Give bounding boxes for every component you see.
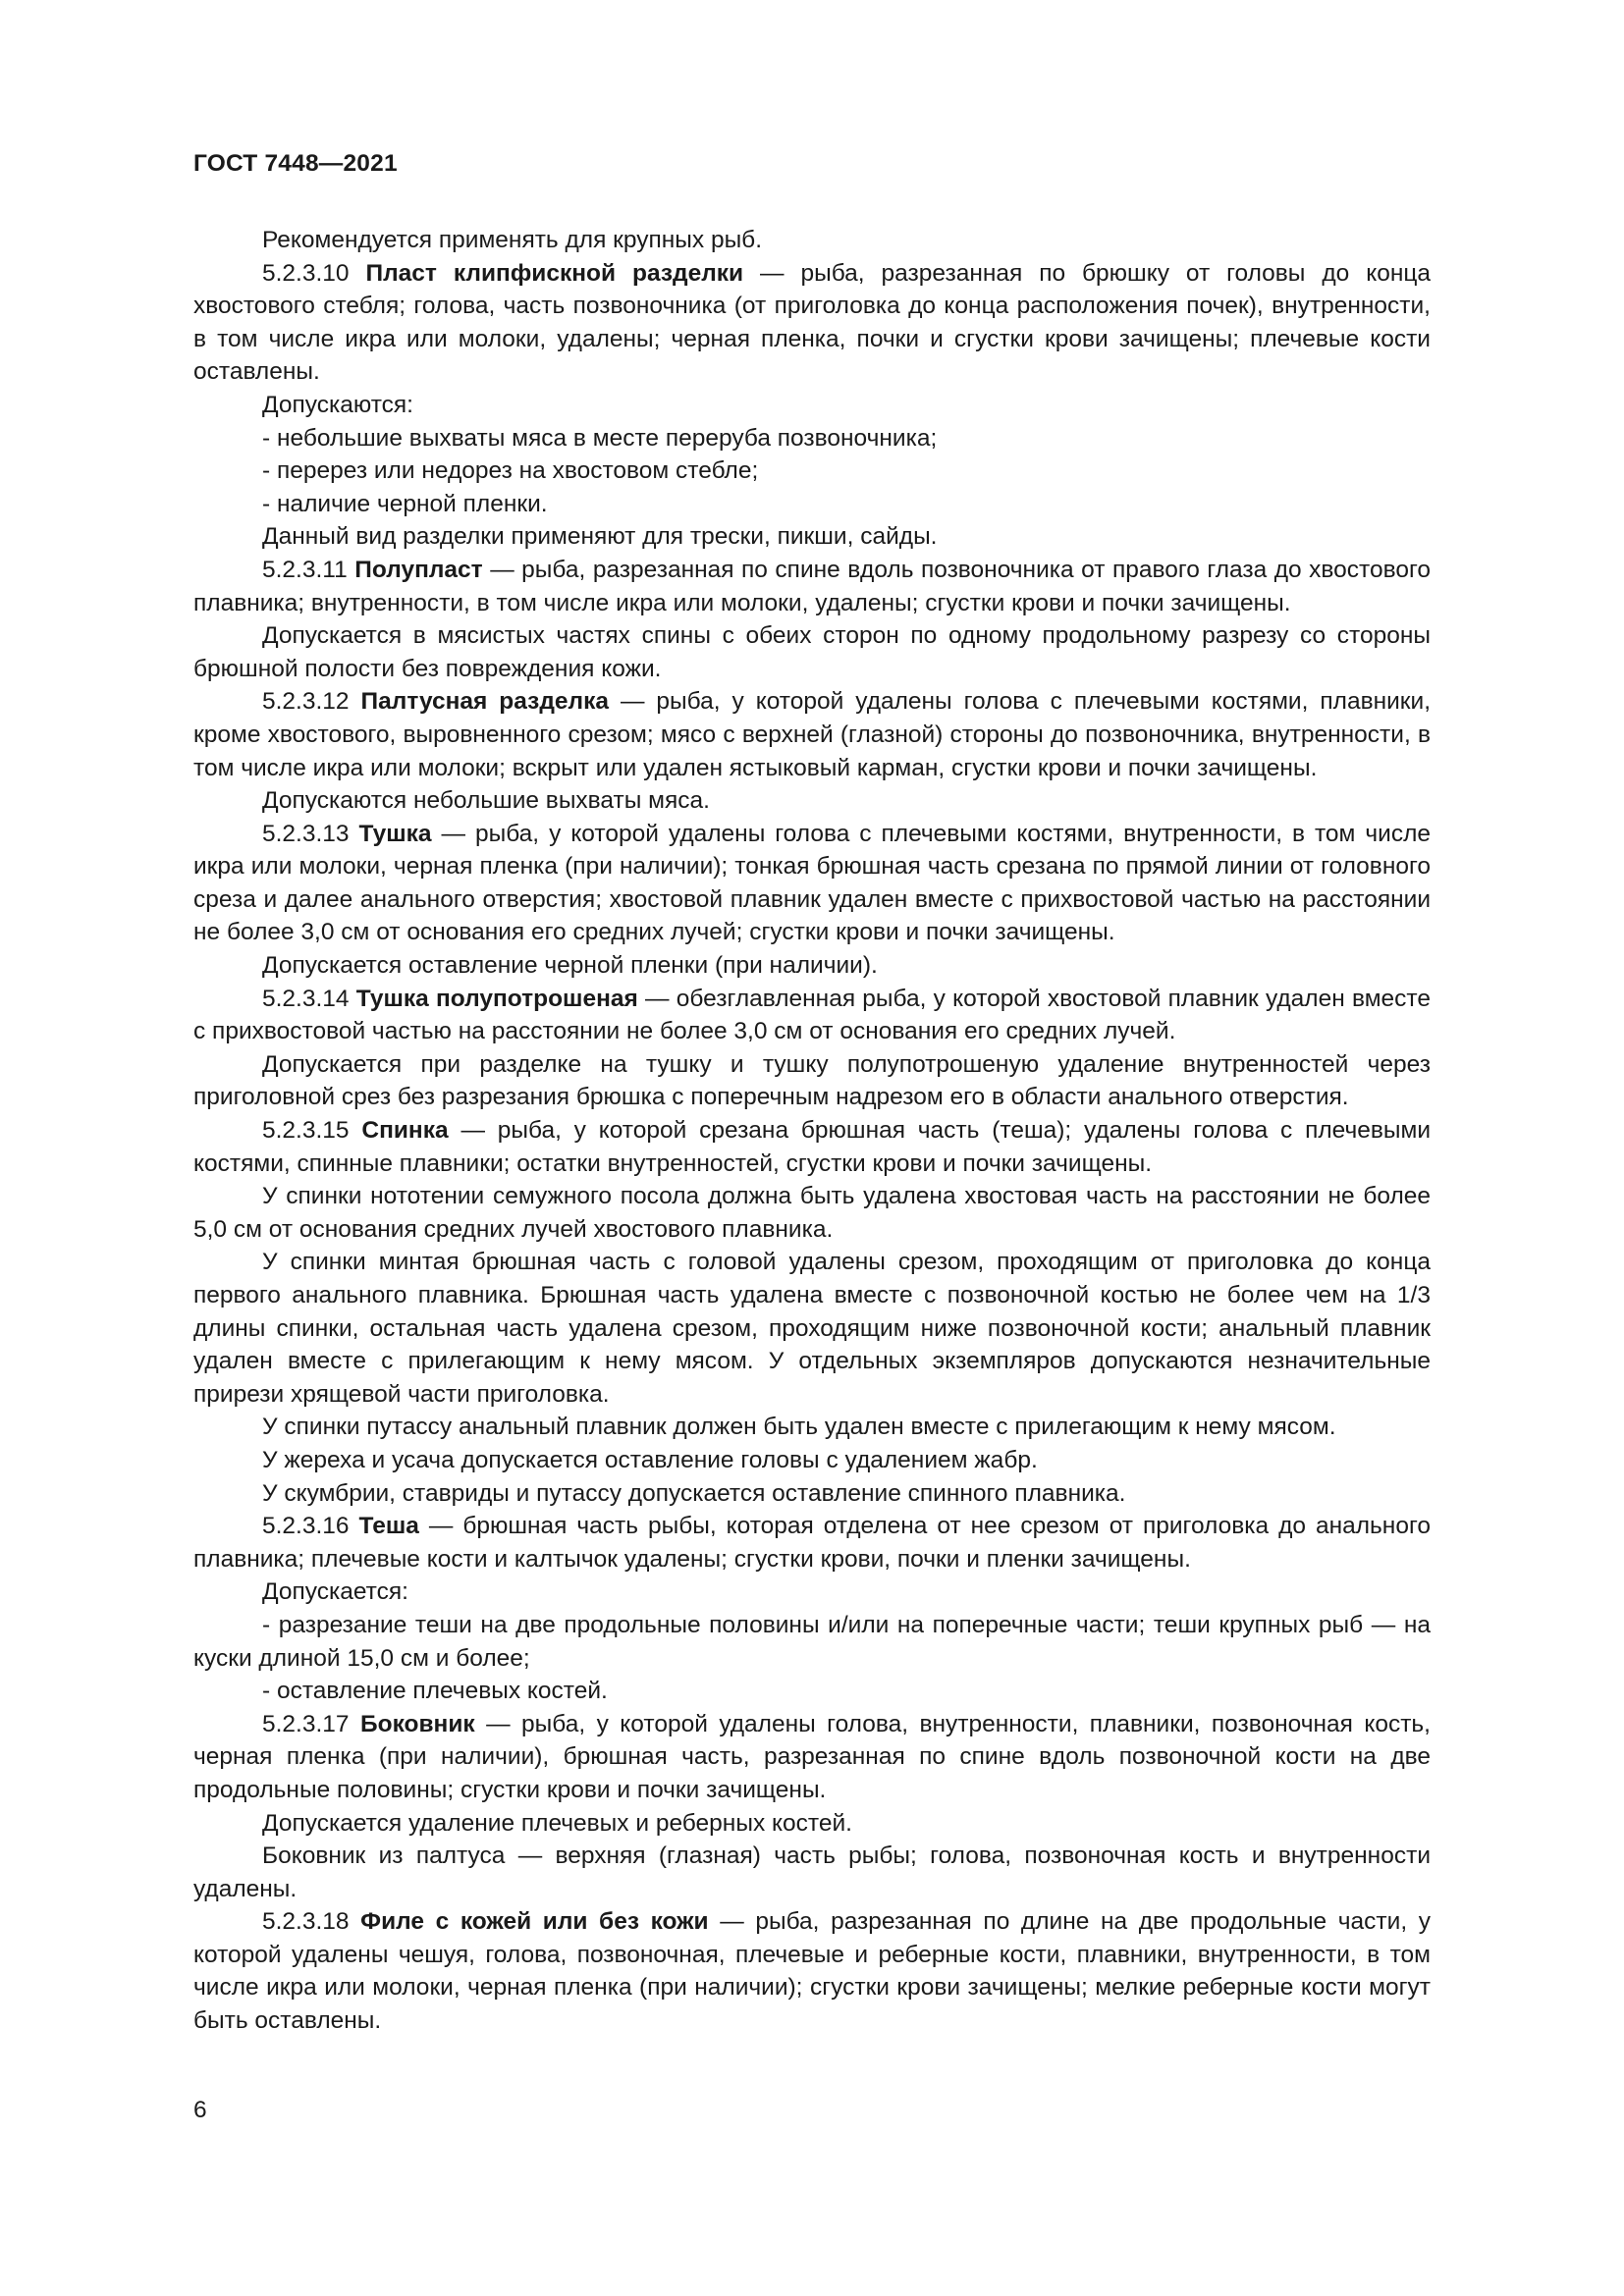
- clause-term: Филе с кожей или без кожи: [360, 1908, 709, 1936]
- clause-text: — рыба, у которой удалены голова с плечевыми костями, плавники, кроме хвостового, выровненного срезом; мясо с верхней (глазной) стороны до позвоночника, внутренности, в том числе икра или молоки; вскрыт или удален ястыковый карман, сгустки крови и почки зачищены.: [193, 688, 1432, 781]
- clause-text: — рыба, разрезанная по брюшку от головы до конца хвостового стебля; голова, часть позвоночника (от приголовка до конца расположения почек), внутренности, в том числе икра или молоки, удалены; черная пленка, почки и сгустки крови зачищены; плечевые кости оставлены.: [193, 259, 1432, 386]
- clause-number: 5.2.3.14: [262, 985, 350, 1012]
- clause-number: 5.2.3.15: [262, 1117, 350, 1145]
- paragraph: Допускается удаление плечевых и реберных костей.: [262, 1809, 852, 1837]
- clause-5-2-3-14: [193, 983, 1431, 1048]
- paragraph: У жереха и усача допускается оставление головы с удалением жабр.: [262, 1446, 1038, 1473]
- clause-term: Боковник: [360, 1710, 475, 1737]
- clause-text: — рыба, разрезанная по спине вдоль позвоночника от правого глаза до хвостового плавника; внутренности, в том числе икра или молоки, удалены; сгустки крови и почки зачищены.: [193, 556, 1431, 616]
- clause-number: 5.2.3.17: [262, 1710, 350, 1737]
- clause-5-2-3-15: [193, 1114, 1431, 1180]
- clause-term: Теша: [358, 1513, 419, 1540]
- clause-5-2-3-18: [193, 1905, 1431, 2037]
- clause-text: — брюшная часть рыбы, которая отделена от нее срезом от приголовка до анального плавника; плечевые кости и калтычок удалены; сгустки крови, почки и пленки зачищены.: [193, 1513, 1431, 1573]
- clause-term: Полупласт: [354, 556, 483, 583]
- page-number: 6: [193, 2097, 207, 2123]
- clause-text: — рыба, у которой срезана брюшная часть (теша); удалены голова с плечевыми костями, спинные плавники; остатки внутренностей, сгустки крови и почки зачищены.: [193, 1117, 1432, 1177]
- paragraph: У спинки минтая брюшная часть с головой удалены срезом, проходящим от приголовка до конца первого анального плавника. Брюшная часть удалена вместе с позвоночной костью не более чем на 1/3 длины спинки, остальная часть удалена срезом, проходящим ниже позвоночной кости; анальный плавник удален вместе с прилегающим к нему мясом. У отдельных экземпляров допускаются незначительные прирези хрящевой части приголовка.: [193, 1249, 1431, 1408]
- document-body: [193, 224, 1431, 2038]
- paragraph: Допускается оставление черной пленки (при наличии).: [262, 952, 878, 980]
- list-item: - разрезание теши на две продольные половины и/или на поперечные части; теши крупных рыб — на куски длиной 15,0 см и более;: [193, 1611, 1431, 1672]
- paragraph: Данный вид разделки применяют для трески, пикши, сайды.: [262, 523, 938, 551]
- list-item: - наличие черной пленки.: [262, 490, 548, 517]
- clause-text: — обезглавленная рыба, у которой хвостовой плавник удален вместе с прихвостовой частью на расстоянии не более 3,0 см от основания его средних лучей.: [193, 985, 1431, 1045]
- clause-number: 5.2.3.10: [262, 259, 350, 287]
- paragraph: Допускается в мясистых частях спины с обеих сторон по одному продольному разрезу со стороны брюшной полости без повреждения кожи.: [193, 622, 1431, 682]
- clause-term: Спинка: [361, 1117, 449, 1145]
- list-item: - оставление плечевых костей.: [262, 1678, 608, 1705]
- clause-5-2-3-16: [193, 1510, 1431, 1575]
- paragraph: Рекомендуется применять для крупных рыб.: [262, 227, 763, 253]
- clause-number: 5.2.3.11: [262, 556, 348, 583]
- clause-text: — рыба, у которой удалены голова с плечевыми костями, внутренности, в том числе икра или молоки, черная пленка (при наличии); тонкая брюшная часть срезана по прямой линии от головного среза и далее анального отверстия; хвостовой плавник удален вместе с прихвостовой частью на расстоянии не более 3,0 см от основания его средних лучей; сгустки крови и почки зачищены.: [193, 820, 1431, 946]
- paragraph: Допускаются небольшие выхваты мяса.: [262, 787, 710, 815]
- clause-5-2-3-10: [193, 257, 1431, 389]
- clause-5-2-3-17: [193, 1708, 1431, 1807]
- paragraph: У спинки нототении семужного посола должна быть удалена хвостовая часть на расстоянии не более 5,0 см от основания средних лучей хвостового плавника.: [193, 1183, 1431, 1243]
- clause-5-2-3-13: [193, 818, 1431, 949]
- clause-term: Пласт клипфискной разделки: [365, 259, 744, 287]
- clause-number: 5.2.3.12: [262, 688, 350, 716]
- paragraph: Допускаются:: [262, 391, 413, 418]
- paragraph: Допускается при разделке на тушку и тушку полупотрошеную удаление внутренностей через приголовной срез без разрезания брюшка с поперечным надрезом его в области анального отверстия.: [193, 1050, 1431, 1111]
- clause-term: Палтусная разделка: [360, 688, 609, 716]
- list-item: - небольшие выхваты мяса в месте переруба позвоночника;: [262, 424, 938, 452]
- clause-term: Тушка полупотрошеная: [355, 985, 638, 1012]
- clause-text: — рыба, у которой удалены голова, внутренности, плавники, позвоночная кость, черная пленка (при наличии), брюшная часть, разрезанная по спине вдоль позвоночной кости на две продольные половины; сгустки крови и почки зачищены.: [193, 1710, 1431, 1803]
- paragraph: У скумбрии, ставриды и путассу допускается оставление спинного плавника.: [262, 1479, 1126, 1507]
- clause-number: 5.2.3.13: [262, 820, 350, 847]
- paragraph: Допускается:: [262, 1578, 408, 1606]
- clause-number: 5.2.3.18: [262, 1908, 350, 1936]
- paragraph: У спинки путассу анальный плавник должен быть удален вместе с прилегающим к нему мясом.: [262, 1414, 1336, 1441]
- paragraph: Боковник из палтуса — верхняя (глазная) часть рыбы; голова, позвоночная кость и внутренности удалены.: [193, 1842, 1431, 1902]
- clause-5-2-3-12: [193, 685, 1431, 784]
- clause-5-2-3-11: [193, 554, 1431, 619]
- list-item: - перерез или недорез на хвостовом стебле;: [262, 457, 759, 485]
- clause-text: — рыба, разрезанная по длине на две продольные части, у которой удалены чешуя, голова, позвоночная, плечевые и реберные кости, плавники, внутренности, в том числе икра или молоки, черная пленка (при наличии); сгустки крови зачищены; мелкие реберные кости могут быть оставлены.: [193, 1908, 1431, 2035]
- clause-term: Тушка: [358, 820, 432, 847]
- document-header: ГОСТ 7448—2021: [193, 150, 398, 177]
- clause-number: 5.2.3.16: [262, 1513, 350, 1540]
